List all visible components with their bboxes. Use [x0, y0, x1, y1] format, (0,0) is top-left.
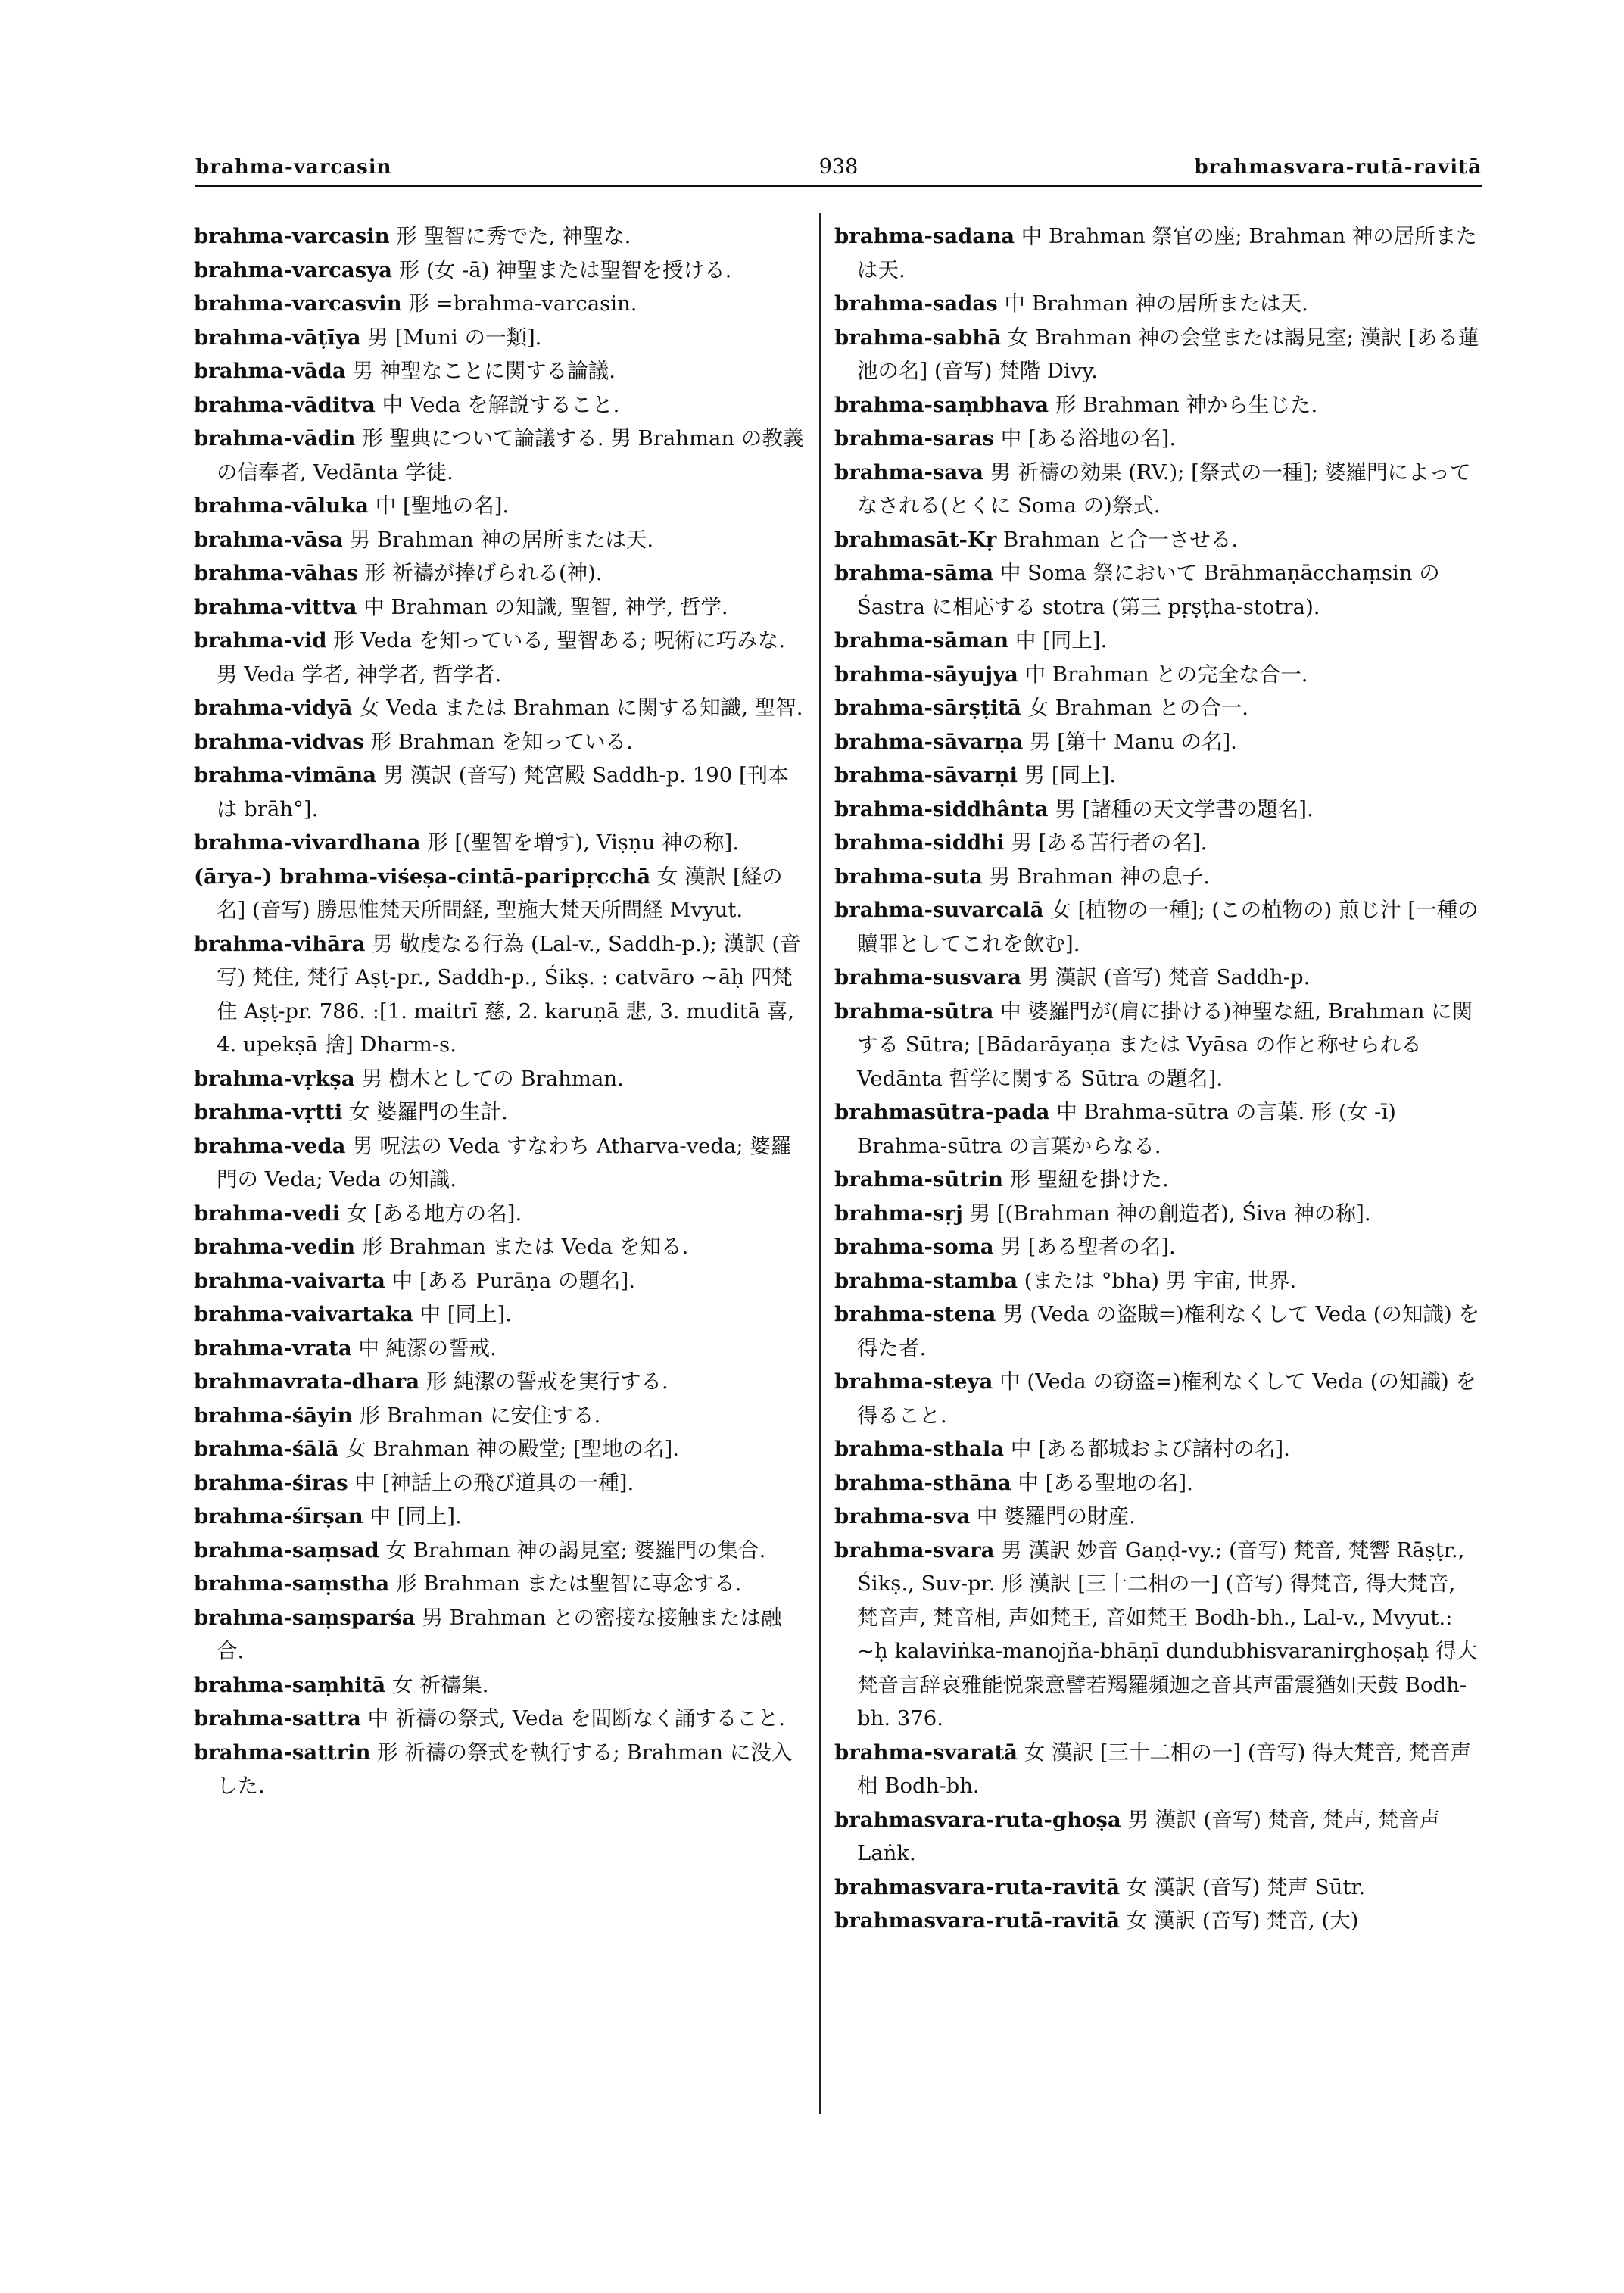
entry-gloss: 男 敬虔なる行為 (Lal-v., Saddh-p.); 漢訳 (音写) 梵住, 梵行 Aṣṭ-pr., Saddh-p., Śikṣ. : catvāro ~āḥ 四梵住 Aṣṭ-pr. 786. :[1. maitrī 慈, 2. karuṇā 悲, 3. muditā 喜, 4. upekṣā 捨] Dharm-s.	[217, 931, 801, 1057]
entry-gloss: 中 [ある浴地の名].	[1000, 426, 1177, 450]
dictionary-entry	[194, 1298, 809, 1332]
entry-gloss: 女 Brahman 神の会堂または謁見室; 漢訳 [ある蓮池の名] (音写) 梵階 Divy.	[857, 325, 1479, 383]
dictionary-entry	[834, 1298, 1482, 1365]
dictionary-entry	[834, 1466, 1482, 1500]
dictionary-entry	[194, 556, 809, 590]
entry-headword: brahma-sāvarṇi	[834, 763, 1018, 787]
entry-gloss: 中 [同上].	[369, 1504, 462, 1528]
entry-headword: brahma-stena	[834, 1302, 996, 1326]
dictionary-entry	[194, 1601, 809, 1668]
entry-headword: brahma-vāṭīya	[194, 325, 361, 350]
entry-gloss: 男 漢訳 (音写) 梵音, 梵声, 梵音声 Laṅk.	[857, 1807, 1441, 1865]
entry-headword: brahma-varcasvin	[194, 291, 402, 316]
entry-gloss: 男 Brahman 神の居所または天.	[349, 527, 654, 552]
entry-gloss: 女 Brahman 神の殿堂; [聖地の名].	[345, 1437, 680, 1461]
entry-headword: brahma-sūtra	[834, 999, 994, 1023]
entry-gloss: 女 婆羅門の生計.	[348, 1100, 508, 1124]
entry-headword: brahma-sabhā	[834, 325, 1002, 350]
entry-headword: brahma-vedin	[194, 1235, 356, 1259]
entry-gloss: (または °bha) 男 宇宙, 世界.	[1024, 1268, 1297, 1293]
dictionary-entry	[194, 1702, 809, 1736]
dictionary-entry	[834, 1534, 1482, 1736]
dictionary-entry	[834, 1803, 1482, 1871]
entry-gloss: 形 =brahma-varcasin.	[408, 291, 637, 316]
entry-headword: brahma-sva	[834, 1504, 971, 1528]
entry-headword: brahma-saṃhitā	[194, 1672, 386, 1697]
entry-headword: brahmasūtra-pada	[834, 1100, 1050, 1124]
entry-gloss: 中 [聖地の名].	[375, 494, 510, 518]
dictionary-entry	[194, 759, 809, 826]
dictionary-entry	[834, 1904, 1482, 1938]
entry-headword: brahma-sāyujya	[834, 662, 1018, 687]
entry-headword: brahma-saṃsad	[194, 1537, 379, 1562]
entry-gloss: 形 祈禱が捧げられる(神).	[364, 561, 603, 585]
entry-headword: brahma-sārṣṭitā	[834, 696, 1021, 720]
dictionary-entry	[834, 658, 1482, 692]
entry-gloss: 女 [ある地方の名].	[346, 1201, 522, 1226]
entry-headword: brahma-sadas	[834, 291, 998, 316]
entry-headword: brahma-vrata	[194, 1335, 352, 1360]
column-divider	[819, 213, 821, 2114]
entry-headword: brahma-siddhi	[834, 830, 1005, 855]
dictionary-entry	[834, 691, 1482, 725]
dictionary-entry	[194, 1332, 809, 1366]
entry-headword: brahma-saṃstha	[194, 1572, 390, 1596]
entry-headword: brahma-vedi	[194, 1201, 341, 1226]
dictionary-entry	[194, 1668, 809, 1703]
entry-gloss: 形 Brahman 神から生じた.	[1055, 392, 1318, 417]
dictionary-entry	[834, 388, 1482, 422]
dictionary-entry	[834, 422, 1482, 456]
entry-headword: brahma-soma	[834, 1235, 994, 1259]
entry-gloss: 中 Brahman との完全な合一.	[1024, 662, 1308, 687]
entry-headword: brahma-vidyā	[194, 696, 353, 720]
dictionary-entry	[194, 287, 809, 321]
entry-gloss: 男 神聖なことに関する論議.	[352, 359, 616, 383]
dictionary-entry	[194, 1736, 809, 1803]
entry-headword: brahma-vaivartaka	[194, 1302, 413, 1326]
entry-gloss: 男 祈禱の効果 (RV.); [祭式の一種]; 婆羅門によってなされる(とくに Soma の)祭式.	[857, 460, 1471, 518]
dictionary-entry	[834, 220, 1482, 287]
entry-headword: brahma-sthāna	[834, 1470, 1011, 1495]
entry-headword: brahma-steya	[834, 1369, 993, 1394]
entry-gloss: 女 漢訳 [三十二相の一] (音写) 得大梵音, 梵音声相 Bodh-bh.	[857, 1740, 1472, 1798]
running-head-left: brahma-varcasin	[195, 156, 392, 179]
entry-headword: brahma-susvara	[834, 965, 1021, 989]
dictionary-entry	[194, 489, 809, 523]
entry-gloss: 形 純潔の誓戒を実行する.	[425, 1369, 669, 1394]
dictionary-entry	[194, 1197, 809, 1231]
entry-gloss: 形 聖智に秀でた, 神聖な.	[396, 224, 631, 248]
entry-gloss: 男 漢訳 (音写) 梵宮殿 Saddh-p. 190 [刊本は brāh°].	[217, 763, 789, 821]
dictionary-entry	[834, 1095, 1482, 1163]
entry-headword: brahma-śiras	[194, 1470, 348, 1495]
dictionary-entry	[834, 1736, 1482, 1803]
entry-headword: brahma-śālā	[194, 1437, 339, 1461]
entry-headword: brahma-sāma	[834, 561, 994, 585]
entry-gloss: 男 [ある苦行者の名].	[1011, 830, 1208, 855]
entry-gloss: 中 純潔の誓戒.	[358, 1335, 497, 1360]
entry-gloss: 中 [同上].	[1015, 628, 1108, 653]
entry-gloss: 女 漢訳 (音写) 梵声 Sūtr.	[1126, 1874, 1366, 1899]
dictionary-entry	[194, 860, 809, 927]
entry-headword: brahma-śīrṣan	[194, 1504, 363, 1528]
dictionary-entry	[194, 422, 809, 489]
entry-headword: brahma-svara	[834, 1537, 995, 1562]
dictionary-entry	[194, 523, 809, 557]
dictionary-entry	[194, 1432, 809, 1466]
entry-headword: brahma-vāhas	[194, 561, 358, 585]
entry-headword: brahma-varcasya	[194, 257, 392, 282]
entry-gloss: 男 樹木としての Brahman.	[361, 1066, 624, 1091]
dictionary-entry	[834, 1432, 1482, 1466]
dictionary-entry	[194, 1129, 809, 1197]
dictionary-entry	[834, 961, 1482, 995]
entry-gloss: 女 漢訳 (音写) 梵音, (大)	[1126, 1908, 1359, 1933]
entry-headword: brahma-saṃsparśa	[194, 1605, 416, 1630]
entry-gloss: 中 [同上].	[419, 1302, 512, 1326]
entry-gloss: 男 [第十 Manu の名].	[1030, 729, 1237, 754]
entry-headword: brahma-vāditva	[194, 392, 376, 417]
entry-gloss: 中 [ある都城および諸村の名].	[1010, 1437, 1290, 1461]
entry-gloss: 形 Brahman に安住する.	[359, 1403, 601, 1428]
entry-gloss: 中 婆羅門の財産.	[976, 1504, 1136, 1528]
entry-gloss: 女 祈禱集.	[391, 1672, 489, 1697]
entry-gloss: 中 [ある Purāṇa の題名].	[391, 1268, 635, 1293]
entry-gloss: 中 Brahma-sūtra の言葉. 形 (女 -ī) Brahma-sūtra の言葉からなる.	[857, 1100, 1396, 1158]
entry-gloss: 女 Brahman 神の謁見室; 婆羅門の集合.	[385, 1537, 766, 1562]
entry-headword: brahmavrata-dhara	[194, 1369, 420, 1394]
entry-headword: brahma-vihāra	[194, 931, 366, 956]
entry-headword: brahma-vṛtti	[194, 1100, 343, 1124]
entry-headword: brahma-sāvarṇa	[834, 729, 1024, 754]
entry-gloss: 男 呪法の Veda すなわち Atharva-veda; 婆羅門の Veda; Veda の知識.	[217, 1133, 792, 1192]
entry-gloss: 形 Veda を知っている, 聖智ある; 呪術に巧みな. 男 Veda 学者, 神学者, 哲学者.	[217, 628, 786, 687]
entry-gloss: 女 Veda または Brahman に関する知識, 聖智.	[359, 696, 803, 720]
entry-gloss: 形 Brahman または Veda を知る.	[361, 1235, 689, 1259]
entry-gloss: 中 (Veda の窃盗=)権利なくして Veda (の知識) を得ること.	[857, 1369, 1476, 1428]
dictionary-entry	[834, 456, 1482, 523]
entry-gloss: 女 Brahman との合一.	[1027, 696, 1248, 720]
entry-headword: brahma-vāsa	[194, 527, 343, 552]
dictionary-entry	[194, 927, 809, 1062]
dictionary-entry	[194, 691, 809, 725]
page-number: 938	[818, 155, 859, 179]
left-column	[194, 220, 809, 2233]
dictionary-entry	[194, 1062, 809, 1096]
entry-headword: brahma-vimāna	[194, 763, 377, 787]
entry-gloss: 男 [Muni の一類].	[367, 325, 542, 350]
dictionary-entry	[194, 1399, 809, 1433]
dictionary-entry	[834, 624, 1482, 658]
dictionary-entry	[194, 826, 809, 860]
entry-headword: brahma-svaratā	[834, 1740, 1018, 1765]
entry-gloss: 中 祈禱の祭式, Veda を間断なく誦すること.	[367, 1706, 785, 1731]
entry-headword: brahma-vaivarta	[194, 1268, 385, 1293]
entry-gloss: Brahman と合一させる.	[1003, 527, 1239, 552]
entry-gloss: 形 祈禱の祭式を執行する; Brahman に没入した.	[217, 1740, 793, 1798]
dictionary-entry	[834, 793, 1482, 827]
dictionary-entry	[834, 1163, 1482, 1197]
dictionary-entry	[194, 624, 809, 691]
dictionary-entry	[834, 725, 1482, 759]
entry-headword: brahma-suta	[834, 864, 983, 889]
entry-gloss: 中 [神話上の飛び道具の一種].	[354, 1470, 634, 1495]
entry-headword: brahma-sāman	[834, 628, 1009, 653]
dictionary-entry	[834, 759, 1482, 793]
dictionary-entry	[194, 321, 809, 355]
dictionary-entry	[834, 287, 1482, 321]
entry-gloss: 女 [植物の一種]; (この植物の) 煎じ汁 [一種の贖罪としてこれを飲む].	[857, 898, 1479, 956]
dictionary-entry	[194, 1365, 809, 1399]
entry-headword: brahma-sthala	[834, 1437, 1005, 1461]
entry-headword: brahmasāt-Kṛ	[834, 527, 997, 552]
right-column	[834, 220, 1482, 2233]
entry-headword: brahma-sattra	[194, 1706, 361, 1731]
dictionary-entry	[834, 1197, 1482, 1231]
entry-headword: brahma-varcasin	[194, 224, 390, 248]
dictionary-entry	[194, 1095, 809, 1129]
dictionary-entry	[194, 1500, 809, 1534]
dictionary-entry	[194, 1466, 809, 1500]
entry-gloss: 形 (女 -ā) 神聖または聖智を授ける.	[398, 257, 732, 282]
entry-headword: brahma-sṛj	[834, 1201, 963, 1226]
dictionary-entry	[834, 1264, 1482, 1298]
entry-headword: brahma-sadana	[834, 224, 1015, 248]
entry-headword: (ārya-) brahma-viśeṣa-cintā-paripṛcchā	[194, 864, 651, 889]
dictionary-entry	[834, 1500, 1482, 1534]
entry-headword: brahma-vivardhana	[194, 830, 421, 855]
page-header	[195, 148, 1482, 187]
entry-gloss: 中 Soma 祭において Brāhmaṇācchaṃsin の Śastra に相応する stotra (第三 pṛṣṭha-stotra).	[857, 561, 1440, 619]
entry-gloss: 男 (Veda の盗賊=)権利なくして Veda (の知識) を得た者.	[857, 1302, 1479, 1360]
entry-gloss: 男 [同上].	[1024, 763, 1117, 787]
dictionary-entry	[834, 556, 1482, 624]
entry-headword: brahma-śāyin	[194, 1403, 353, 1428]
dictionary-entry	[194, 1567, 809, 1601]
entry-headword: brahma-saras	[834, 426, 994, 450]
dictionary-entry	[834, 893, 1482, 961]
dictionary-entry	[834, 995, 1482, 1096]
entry-headword: brahma-suvarcalā	[834, 898, 1044, 922]
entry-gloss: 男 漢訳 妙音 Gaṇḍ-vy.; (音写) 梵音, 梵響 Rāṣṭr., Śikṣ., Suv-pr. 形 漢訳 [三十二相の一] (音写) 得梵音, 得大梵音, 梵音声, 梵音相, 声如梵王, 音如梵王 Bodh-bh., Lal-v., Mvyut.: ~ḥ kalaviṅka-manojña-bhāṇī dundubhisvaranirghoṣaḥ 得大梵音言辞哀雅能悦衆意譬若羯羅頻迦之音其声雷震猶如天鼓 Bodh-bh. 376.	[857, 1537, 1478, 1731]
entry-headword: brahma-vidvas	[194, 729, 364, 754]
dictionary-entry	[194, 725, 809, 759]
dictionary-entry	[194, 1230, 809, 1264]
entry-gloss: 男 [諸種の天文学書の題名].	[1055, 796, 1314, 821]
entry-headword: brahma-sattrin	[194, 1740, 371, 1765]
entry-headword: brahmasvara-ruta-ghoṣa	[834, 1807, 1121, 1832]
entry-gloss: 中 Veda を解説すること.	[382, 392, 620, 417]
entry-headword: brahma-saṃbhava	[834, 392, 1049, 417]
entry-headword: brahma-vittva	[194, 594, 357, 619]
entry-gloss: 中 婆羅門が(肩に掛ける)神聖な紐, Brahman に関する Sūtra; [Bādarāyaṇa または Vyāsa の作と称せられる Vedānta 哲学に関する Sūtra の題名].	[857, 999, 1473, 1091]
entry-gloss: 女 漢訳 [経の名] (音写) 勝思惟梵天所問経, 聖施大梵天所問経 Mvyut.	[217, 864, 783, 922]
entry-headword: brahma-vāluka	[194, 494, 369, 518]
entry-headword: brahmasvara-rutā-ravitā	[834, 1908, 1121, 1933]
entry-gloss: 男 [(Brahman 神の創造者), Śiva 神の称].	[969, 1201, 1371, 1226]
running-head-right: brahmasvara-rutā-ravitā	[1194, 156, 1482, 179]
entry-gloss: 中 Brahman の知識, 聖智, 神学, 哲学.	[363, 594, 728, 619]
entry-gloss: 男 Brahman との密接な接触または融合.	[217, 1605, 782, 1663]
entry-headword: brahma-siddhânta	[834, 796, 1049, 821]
entry-headword: brahma-stamba	[834, 1268, 1018, 1293]
dictionary-entry	[834, 523, 1482, 557]
dictionary-entry	[194, 354, 809, 388]
entry-headword: brahma-vāda	[194, 359, 346, 383]
entry-gloss: 形 聖典について論議する. 男 Brahman の教義の信奉者, Vedānta 学徒.	[217, 426, 804, 484]
dictionary-entry	[194, 220, 809, 254]
dictionary-entry	[834, 1871, 1482, 1905]
dictionary-entry	[194, 388, 809, 422]
entry-headword: brahma-vādin	[194, 426, 356, 450]
entry-headword: brahma-sūtrin	[834, 1167, 1003, 1192]
dictionary-entry	[194, 254, 809, 288]
entry-gloss: 形 聖紐を掛けた.	[1009, 1167, 1169, 1192]
entry-gloss: 男 Brahman 神の息子.	[989, 864, 1210, 889]
entry-gloss: 形 Brahman または聖智に専念する.	[396, 1572, 742, 1596]
dictionary-entry	[834, 826, 1482, 860]
dictionary-entry	[194, 590, 809, 625]
dictionary-entry	[834, 860, 1482, 894]
entry-gloss: 男 漢訳 (音写) 梵音 Saddh-p.	[1027, 965, 1311, 989]
entry-gloss: 男 [ある聖者の名].	[1000, 1235, 1176, 1259]
entry-gloss: 中 Brahman 祭官の座; Brahman 神の居所または天.	[857, 224, 1477, 282]
dictionary-entry	[194, 1264, 809, 1298]
entry-gloss: 形 Brahman を知っている.	[370, 729, 633, 754]
entry-headword: brahmasvara-ruta-ravitā	[834, 1874, 1121, 1899]
entry-headword: brahma-veda	[194, 1133, 346, 1158]
entry-gloss: 中 Brahman 神の居所または天.	[1004, 291, 1308, 316]
entry-headword: brahma-vid	[194, 628, 327, 653]
entry-headword: brahma-sava	[834, 460, 983, 484]
entry-headword: brahma-vṛkṣa	[194, 1066, 355, 1091]
dictionary-entry	[834, 321, 1482, 388]
dictionary-entry	[834, 1230, 1482, 1264]
entry-gloss: 形 [(聖智を増す), Viṣṇu 神の称].	[427, 830, 740, 855]
dictionary-entry	[194, 1534, 809, 1568]
dictionary-entry	[834, 1365, 1482, 1432]
entry-gloss: 中 [ある聖地の名].	[1018, 1470, 1193, 1495]
